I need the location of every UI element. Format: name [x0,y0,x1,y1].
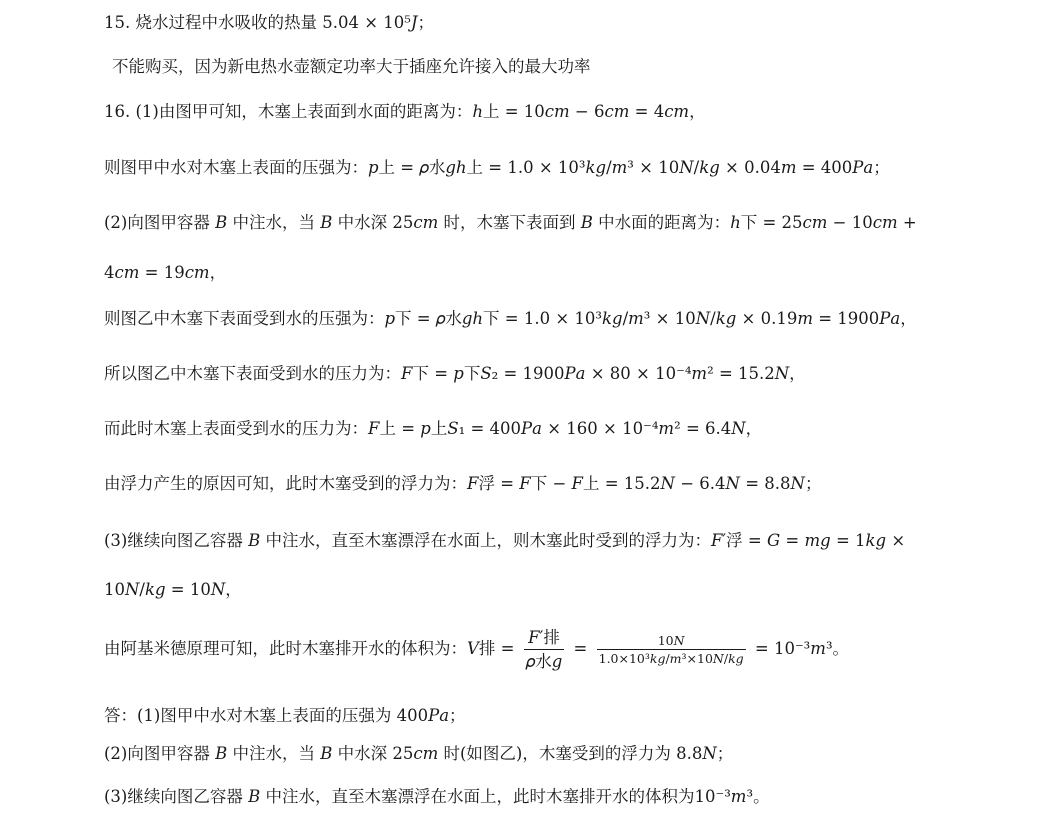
answer-16-2-distance-cont: 4𝑐𝑚 = 19𝑐𝑚， [104,263,227,282]
final-answer-3: (3)继续向图乙容器 𝐵 中注水，直至木塞漂浮在水面上，此时木塞排开水的体积为10⁻³𝑚³。 [104,787,770,806]
answer-16-1-pressure: 则图甲中水对木塞上表面的压强为：𝑝上 = 𝜌水𝑔ℎ上 = 1.0 × 10³𝑘𝑔/𝑚³ × 10𝑁/𝑘𝑔 × 0.04𝑚 = 400𝑃𝑎； [104,158,890,177]
answer-16-2-pressure: 则图乙中木塞下表面受到水的压强为：𝑝下 = 𝜌水𝑔ℎ下 = 1.0 × 10³𝑘𝑔/𝑚³ × 10𝑁/𝑘𝑔 × 0.19𝑚 = 1900𝑃𝑎， [104,309,917,328]
answer-15-heat: 15. 烧水过程中水吸收的热量 5.04 × 10⁵𝐽； [104,13,435,32]
volume-fraction-2 [597,632,746,667]
fraction-2-numerator: 10𝑁 [657,633,685,648]
volume-fraction-1 [524,626,565,673]
volume-result: = 10⁻³𝑚³。 [754,639,850,658]
answer-16-3-buoyancy-cont: 10𝑁/𝑘𝑔 = 10𝑁， [104,580,242,599]
volume-equals: = [573,639,588,658]
answer-16-2-force-top: 而此时木塞上表面受到水的压力为：𝐹上 = 𝑝上𝑆₁ = 400𝑃𝑎 × 160 × 10⁻⁴𝑚² = 6.4𝑁， [104,419,763,438]
fraction-2-denominator: 1.0×10³𝑘𝑔/𝑚³×10𝑁/𝑘𝑔 [598,651,744,666]
volume-prefix: 由阿基米德原理可知，此时木塞排开水的体积为：𝑉排 = [104,639,515,658]
answer-16-3-volume [104,626,849,673]
fraction-1-numerator: 𝐹′排 [528,628,560,647]
answer-16-2-buoyancy: 由浮力产生的原因可知，此时木塞受到的浮力为：𝐹浮 = 𝐹下 − 𝐹上 = 15.2𝑁 − 6.4𝑁 = 8.8𝑁； [104,474,822,493]
answer-16-3-buoyancy: (3)继续向图乙容器 𝐵 中注水，直至木塞漂浮在水面上，则木塞此时受到的浮力为：𝐹′浮 = 𝐺 = 𝑚𝑔 = 1𝑘𝑔 × [104,531,906,550]
final-answer-1: 答：(1)图甲中水对木塞上表面的压强为 400𝑃𝑎； [104,706,466,725]
answer-16-2-force-bottom: 所以图乙中木塞下表面受到水的压力为：𝐹下 = 𝑝下𝑆₂ = 1900𝑃𝑎 × 80 × 10⁻⁴𝑚² = 15.2𝑁， [104,364,806,383]
fraction-1-denominator: 𝜌水𝑔 [525,652,563,671]
final-answer-2: (2)向图甲容器 𝐵 中注水，当 𝐵 中水深 25𝑐𝑚 时(如图乙)，木塞受到的浮力为 8.8𝑁； [104,744,734,763]
answer-16-1-distance: 16. (1)由图甲可知，木塞上表面到水面的距离为：ℎ上 = 10𝑐𝑚 − 6𝑐𝑚 = 4𝑐𝑚， [104,102,706,121]
answer-15-conclusion: 不能购买，因为新电热水壶额定功率大于插座允许接入的最大功率 [112,57,591,76]
answer-16-2-distance: (2)向图甲容器 𝐵 中注水，当 𝐵 中水深 25𝑐𝑚 时，木塞下表面到 𝐵 中水面的距离为：ℎ下 = 25𝑐𝑚 − 10𝑐𝑚 + [104,213,917,232]
